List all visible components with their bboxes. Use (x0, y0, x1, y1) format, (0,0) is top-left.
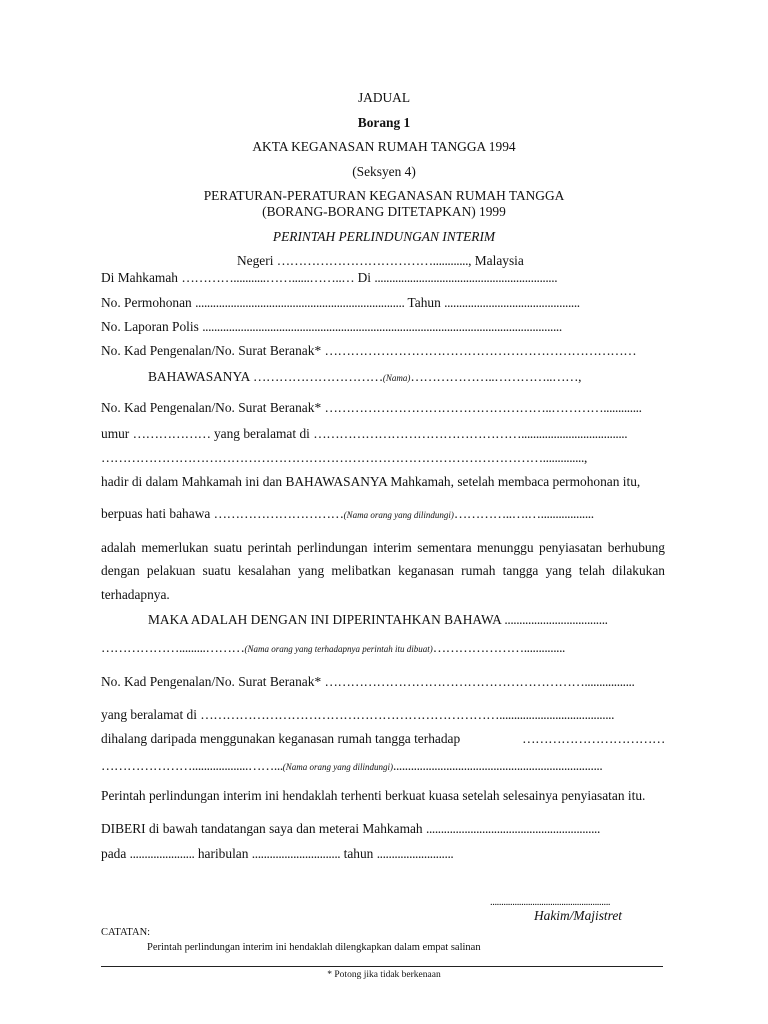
nama-dilindungi-line-2 (101, 758, 602, 775)
nama-terhadap-dots-2[interactable]: ………………….............. (432, 640, 565, 655)
no-kad-line-3 (101, 674, 634, 690)
no-kad-dots-1[interactable]: ……………………………………………………………… (324, 343, 637, 358)
bahawasanya-dots-2[interactable]: ………………..…………..……, (410, 369, 582, 384)
no-kad-label-3: No. Kad Pengenalan/No. Surat Beranak* (101, 674, 322, 689)
diberi-dots[interactable]: ........................................................... (426, 821, 600, 836)
dihalang-line (101, 731, 665, 747)
yang-beralamat-dots[interactable]: ………………………………………….................................... (313, 426, 628, 441)
di-mahkamah-dots[interactable]: …………...........……......……..… (181, 270, 355, 285)
nama-terhadap-line (101, 640, 565, 657)
bahawasanya-label: BAHAWASANYA (148, 369, 250, 384)
address-continuation-dots[interactable]: ………………………………………………………………………………………….............., (101, 450, 587, 465)
perintah-heading: PERINTAH PERLINDUNGAN INTERIM (272, 229, 496, 244)
perintah-terhenti-text: Perintah perlindungan interim ini hendaklah terhenti berkuat kuasa setelah selesainya penyiasatan itu. (101, 788, 646, 803)
berpuas-label: berpuas hati bahawa (101, 506, 211, 521)
adalah-text: adalah memerlukan suatu perintah perlindungan interim sementara menunggu penyiasatan berhubung (101, 540, 665, 555)
catatan-note: Perintah perlindungan interim ini hendaklah dilengkapkan dalam empat salinan (147, 942, 481, 953)
di-mahkamah-label: Di Mahkamah (101, 270, 178, 285)
potong-note: * Potong jika tidak berkenaan (327, 970, 441, 980)
nama-dilindungi-dots-2[interactable]: ....................................................................... (393, 758, 603, 773)
tahun-dots[interactable]: .............................................. (444, 295, 580, 310)
bahawasanya-line (148, 369, 581, 386)
berpuas-dots-2[interactable]: …………..….….................. (453, 506, 594, 521)
signature-title: Hakim/Majistret (534, 908, 623, 923)
negeri-line (237, 253, 524, 269)
bahawasanya-dots-1[interactable]: ………………………… (252, 369, 383, 384)
tahun-label-2: tahun (343, 846, 374, 861)
akta-heading: AKTA KEGANASAN RUMAH TANGGA 1994 (252, 139, 516, 154)
negeri-label: Negeri (237, 253, 274, 268)
umur-label: umur (101, 426, 130, 441)
maka-dots[interactable]: ................................... (504, 612, 608, 627)
umur-line (101, 426, 627, 442)
malaysia-label: , Malaysia (468, 253, 524, 268)
diberi-line (101, 821, 600, 837)
hadir-text: hadir di dalam Mahkamah ini dan BAHAWASANYA Mahkamah, setelah membaca permohonan itu, (101, 474, 641, 489)
no-kad-line-2 (101, 400, 642, 416)
no-kad-dots-3[interactable]: ……………………………………………………................. (324, 674, 635, 689)
diberi-label: DIBERI di bawah tandatangan saya dan meterai Mahkamah (101, 821, 423, 836)
yang-beralamat-label: yang beralamat di (213, 426, 310, 441)
no-laporan-polis-label: No. Laporan Polis (101, 319, 199, 334)
no-kad-label-2: No. Kad Pengenalan/No. Surat Beranak* (101, 400, 322, 415)
nama-dilindungi-dots-1[interactable]: …………………...................……... (101, 758, 283, 773)
di-label: Di (357, 270, 372, 285)
nama-terhadap-dots-1[interactable]: ……………….........……… (101, 640, 245, 655)
peraturan-heading-2: (BORANG-BORANG DITETAPKAN) 1999 (262, 204, 506, 219)
di-mahkamah-line (101, 270, 557, 286)
peraturan-heading-1: PERATURAN-PERATURAN KEGANASAN RUMAH TANGGA (203, 188, 565, 203)
terhadapnya-text: terhadapnya. (101, 587, 170, 602)
yang-beralamat-line-2 (101, 707, 614, 723)
seksyen-heading: (Seksyen 4) (352, 164, 416, 179)
no-kad-dots-2[interactable]: ……………………………………………..…………............. (324, 400, 642, 415)
nama-dilindungi-label: (Nama orang yang dilindungi) (343, 510, 454, 520)
no-kad-line-1 (101, 343, 636, 359)
umur-dots[interactable]: ……………… (132, 426, 211, 441)
maka-label: MAKA ADALAH DENGAN INI DIPERINTAHKAN BAHAWA (148, 612, 502, 627)
yang-beralamat-label-2: yang beralamat di (101, 707, 197, 722)
pada-line (101, 846, 453, 862)
no-permohonan-dots[interactable]: ....................................................................... (195, 295, 405, 310)
berpuas-line (101, 506, 594, 523)
nama-label: (Nama) (382, 373, 411, 383)
di-dots[interactable]: .............................................................. (374, 270, 558, 285)
dengan-text: dengan pelakuan suatu kesalahan yang melibatkan keganasan rumah tangga yang telah dilakukan (101, 563, 665, 578)
haribulan-dots[interactable]: .............................. (251, 846, 341, 861)
dihalang-dots[interactable]: …………………………… (522, 731, 665, 746)
nama-dilindungi-label-2: (Nama orang yang dilindungi) (282, 762, 394, 772)
jadual-heading: JADUAL (357, 90, 411, 105)
no-laporan-polis-line (101, 319, 562, 335)
pada-label: pada (101, 846, 127, 861)
no-permohonan-label: No. Permohonan (101, 295, 192, 310)
negeri-dots[interactable]: ………………………………............ (276, 253, 469, 268)
catatan-label: CATATAN: (101, 927, 151, 938)
signature-dots[interactable]: ...................................................... (490, 897, 611, 908)
no-kad-label-1: No. Kad Pengenalan/No. Surat Beranak* (101, 343, 322, 358)
tahun-label: Tahun (407, 295, 441, 310)
nama-terhadap-label: (Nama orang yang terhadapnya perintah itu dibuat) (244, 644, 433, 654)
no-permohonan-line (101, 295, 580, 311)
dihalang-label: dihalang daripada menggunakan keganasan rumah tangga terhadap (101, 731, 461, 746)
berpuas-dots-1[interactable]: ………………………… (213, 506, 344, 521)
yang-beralamat-dots-2[interactable]: ……………………………………………………………....................................... (200, 707, 615, 722)
maka-line (148, 612, 608, 628)
pada-dots[interactable]: ...................... (129, 846, 195, 861)
borang-heading: Borang 1 (357, 115, 411, 130)
haribulan-label: haribulan (197, 846, 249, 861)
no-laporan-polis-dots[interactable]: .......................................................................................................................... (202, 319, 562, 334)
tahun-dots-2[interactable]: .......................... (376, 846, 454, 861)
